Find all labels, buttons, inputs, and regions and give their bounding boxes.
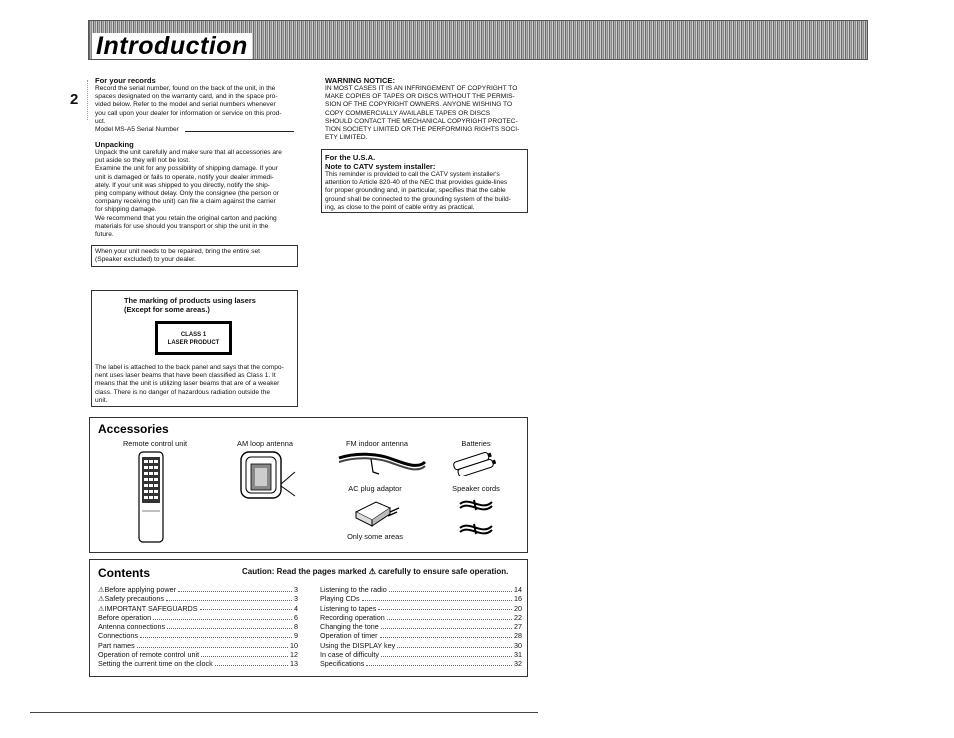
warning-line: TION SOCIETY LIMITED OR THE PERFORMING RIGHTS SOCI- bbox=[325, 126, 520, 134]
repair-note-box bbox=[91, 245, 298, 267]
batteries-label: Batteries bbox=[461, 439, 491, 448]
unpacking-line: put aside so they will not be lost. bbox=[95, 157, 190, 165]
contents-box bbox=[89, 559, 528, 677]
records-line: Record the serial number, found on the back of the unit, in the bbox=[95, 85, 276, 92]
batteries-icon bbox=[450, 450, 500, 481]
entry-label: Recording operation bbox=[320, 612, 385, 622]
entry-page: 28 bbox=[514, 631, 522, 641]
contents-entry[interactable] bbox=[320, 585, 522, 594]
contents-entry[interactable] bbox=[320, 594, 522, 603]
model-line bbox=[95, 126, 300, 134]
laser-heading-line: The marking of products using lasers bbox=[124, 296, 256, 305]
page-number: 2 bbox=[70, 91, 79, 108]
contents-entry[interactable] bbox=[98, 659, 298, 668]
warning-text bbox=[325, 85, 525, 142]
entry-page: 12 bbox=[290, 650, 298, 660]
contents-entry[interactable] bbox=[320, 631, 522, 640]
contents-entry[interactable] bbox=[320, 650, 522, 659]
fm-antenna-label: FM indoor antenna bbox=[345, 439, 409, 448]
contents-entry[interactable] bbox=[98, 613, 298, 622]
laser-heading bbox=[124, 296, 256, 314]
warning-triangle-icon: ⚠ bbox=[368, 567, 376, 576]
remote-label: Remote control unit bbox=[122, 439, 188, 448]
entry-label: Specifications bbox=[320, 659, 365, 669]
entry-page: 13 bbox=[290, 659, 298, 669]
repair-note-line: (Speaker excluded) to your dealer. bbox=[95, 256, 196, 264]
contents-entry[interactable] bbox=[98, 641, 298, 650]
unpacking-text bbox=[95, 149, 300, 239]
unpacking-line: future. bbox=[95, 231, 114, 239]
speaker-cords-label: Speaker cords bbox=[452, 484, 500, 493]
entry-page: 8 bbox=[294, 622, 298, 632]
laser-line: The label is attached to the back panel and says that the compo- bbox=[95, 364, 284, 371]
unpacking-line: unit is damaged or fails to operate, notify your dealer immedi- bbox=[95, 173, 274, 181]
contents-entry[interactable] bbox=[320, 659, 522, 668]
usa-heading: For the U.S.A. bbox=[325, 153, 376, 162]
contents-entry[interactable] bbox=[98, 622, 298, 631]
warning-line: IN MOST CASES IT IS AN INFRINGEMENT OF COPYRIGHT TO bbox=[325, 85, 518, 92]
entry-page: 14 bbox=[514, 585, 522, 594]
remote-control-icon bbox=[138, 451, 164, 543]
speaker-cords-icon bbox=[456, 494, 496, 547]
entry-label: Operation of timer bbox=[320, 631, 378, 641]
caution-text: carefully to ensure safe operation. bbox=[378, 567, 509, 576]
catv-line: for proper grounding and, in particular, specifies that the cable bbox=[325, 187, 506, 195]
entry-label: In case of difficulty bbox=[320, 650, 379, 660]
laser-heading-line: (Except for some areas.) bbox=[124, 305, 210, 314]
am-loop-antenna-icon bbox=[237, 450, 299, 511]
entry-label: Antenna connections bbox=[98, 622, 166, 632]
entry-label: ⚠Before applying power bbox=[98, 585, 176, 594]
caution-text: Caution: Read the pages marked bbox=[242, 567, 367, 576]
laser-text bbox=[95, 364, 295, 405]
entry-page: 3 bbox=[294, 594, 298, 604]
records-line: uct. bbox=[95, 117, 106, 125]
contents-right-column bbox=[320, 585, 522, 669]
entry-label: ⚠IMPORTANT SAFEGUARDS bbox=[98, 603, 198, 613]
am-antenna-label: AM loop antenna bbox=[237, 439, 293, 448]
contents-left-column bbox=[98, 585, 298, 669]
unpacking-line: ping company without delay. Only the consignee (the person or bbox=[95, 190, 279, 198]
entry-label: Connections bbox=[98, 631, 138, 641]
unpacking-heading: Unpacking bbox=[95, 140, 134, 149]
entry-page: 32 bbox=[514, 659, 522, 669]
accessories-title: Accessories bbox=[98, 422, 169, 436]
laser-line: means that the unit is utilizing laser beams that are of a weaker bbox=[95, 380, 280, 388]
repair-note-line: When your unit needs to be repaired, bring the entire set bbox=[95, 248, 260, 255]
contents-title: Contents bbox=[98, 566, 150, 580]
catv-text bbox=[325, 171, 524, 212]
contents-entry[interactable] bbox=[98, 585, 298, 594]
records-heading: For your records bbox=[95, 76, 156, 85]
entry-page: 6 bbox=[294, 612, 298, 622]
class1-laser-label bbox=[155, 321, 232, 355]
caution-note bbox=[242, 567, 508, 576]
records-line: vided below. Refer to the model and serial numbers whenever bbox=[95, 101, 276, 109]
laser-line: nent uses laser beams that have been classified as Class 1. It bbox=[95, 372, 276, 380]
entry-label: ⚠Safety precautions bbox=[98, 594, 164, 604]
laser-line: class. There is no danger of hazardous radiation outside the bbox=[95, 388, 271, 396]
entry-label: Operation of remote control unit bbox=[98, 650, 200, 660]
entry-page: 22 bbox=[514, 612, 522, 622]
ac-adaptor-note: Only some areas bbox=[347, 532, 403, 541]
catv-line: ground shall be connected to the grounding system of the build- bbox=[325, 195, 511, 203]
warning-heading: WARNING NOTICE: bbox=[325, 76, 396, 85]
entry-page: 16 bbox=[514, 594, 522, 604]
warning-line: ETY LIMITED. bbox=[325, 134, 368, 142]
contents-entry[interactable] bbox=[320, 604, 522, 613]
laser-box bbox=[91, 290, 298, 407]
records-section bbox=[95, 76, 300, 134]
unpacking-line: Unpack the unit carefully and make sure that all accessories are bbox=[95, 149, 282, 156]
catv-line: ing, as close to the point of cable entry as practical. bbox=[325, 203, 475, 211]
entry-page: 20 bbox=[514, 603, 522, 613]
unpacking-section bbox=[95, 140, 300, 239]
model-label: Model MS-A5 Serial Number bbox=[95, 126, 179, 134]
entry-label: Listening to tapes bbox=[320, 603, 377, 613]
fm-indoor-antenna-icon bbox=[337, 448, 427, 483]
warning-line: SHOULD CONTACT THE MECHANICAL COPYRIGHT PROTEC- bbox=[325, 117, 518, 125]
catv-note-box bbox=[321, 149, 528, 213]
margin-divider bbox=[77, 80, 88, 120]
entry-page: 31 bbox=[514, 650, 522, 660]
entry-label: Setting the current time on the clock bbox=[98, 659, 213, 669]
records-line: spaces designated on the warranty card, and in the space pro- bbox=[95, 93, 278, 101]
accessories-box bbox=[89, 417, 528, 553]
entry-page: 4 bbox=[294, 603, 298, 613]
catv-line: This reminder is provided to call the CATV system installer's bbox=[325, 171, 500, 178]
contents-entry[interactable] bbox=[98, 650, 298, 659]
records-line: you call upon your dealer for information or service on this prod- bbox=[95, 109, 282, 117]
warning-line: MAKE COPIES OF TAPES OR DISCS WITHOUT THE PERMIS- bbox=[325, 93, 515, 101]
warning-line: SION OF THE COPYRIGHT OWNERS. ANYONE WISHING TO bbox=[325, 101, 513, 109]
entry-page: 30 bbox=[514, 640, 522, 650]
unpacking-line: company receiving the unit) can file a claim against the carrier bbox=[95, 198, 276, 206]
page-title: Introduction bbox=[92, 33, 252, 59]
ac-plug-adaptor-icon bbox=[352, 498, 402, 533]
serial-number-blank bbox=[185, 131, 294, 132]
ac-adaptor-label: AC plug adaptor bbox=[348, 484, 402, 493]
entry-page: 9 bbox=[294, 631, 298, 641]
contents-entry[interactable] bbox=[320, 622, 522, 631]
unpacking-line: Examine the unit for any possibility of shipping damage. If your bbox=[95, 165, 278, 173]
catv-line: attention to Article 820-40 of the NEC that provides guide-lines bbox=[325, 179, 508, 187]
entry-label: Playing CDs bbox=[320, 594, 360, 604]
unpacking-line: ately. If your unit was shipped to you directly, notify the ship- bbox=[95, 181, 270, 189]
unpacking-line: We recommend that you retain the original carton and packing bbox=[95, 214, 277, 222]
contents-entry[interactable] bbox=[320, 641, 522, 650]
footer-rule bbox=[30, 712, 538, 713]
unpacking-line: for shipping damage. bbox=[95, 206, 157, 214]
contents-entry[interactable] bbox=[98, 631, 298, 640]
entry-page: 10 bbox=[290, 640, 298, 650]
warning-line: COPY COMMERCIALLY AVAILABLE TAPES OR DISCS bbox=[325, 109, 491, 117]
warning-section bbox=[325, 76, 525, 142]
entry-page: 27 bbox=[514, 622, 522, 632]
entry-page: 3 bbox=[294, 585, 298, 594]
entry-label: Using the DISPLAY key bbox=[320, 640, 396, 650]
contents-entry[interactable] bbox=[98, 594, 298, 603]
contents-entry[interactable] bbox=[320, 613, 522, 622]
laser-label-line: CLASS 1 bbox=[180, 332, 207, 338]
entry-label: Listening to the radio bbox=[320, 585, 387, 594]
records-text bbox=[95, 85, 300, 134]
laser-label-line: LASER PRODUCT bbox=[167, 340, 220, 346]
contents-entry[interactable] bbox=[98, 604, 298, 613]
entry-label: Part names bbox=[98, 640, 135, 650]
entry-label: Changing the tone bbox=[320, 622, 379, 632]
unpacking-line: materials for use should you transport or ship the unit in the bbox=[95, 222, 269, 230]
catv-heading: Note to CATV system installer: bbox=[325, 162, 436, 171]
entry-label: Before operation bbox=[98, 612, 152, 622]
laser-line: unit. bbox=[95, 396, 108, 404]
